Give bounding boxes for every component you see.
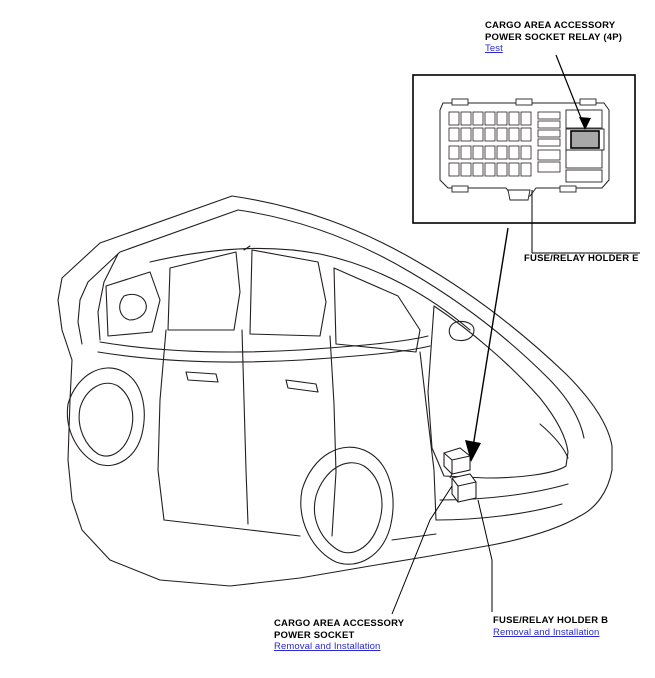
fuse-relay-holder-e-inset (413, 75, 635, 223)
callout-holder-b-line1: FUSE/RELAY HOLDER B (493, 615, 609, 626)
cargo-power-socket-component (452, 474, 476, 502)
highlighted-relay (571, 131, 599, 148)
callout-fuse-relay-holder-e (524, 253, 639, 265)
callout-holder-e-line1: FUSE/RELAY HOLDER E (524, 253, 639, 264)
relay-holder-b-component (444, 448, 470, 478)
callout-socket-line1: CARGO AREA ACCESSORY (274, 618, 405, 629)
callout-socket-line2: POWER SOCKET (274, 629, 355, 641)
callout-socket-removal-link[interactable]: Removal and Installation (274, 641, 381, 652)
callout-holder-b-removal-link[interactable]: Removal and Installation (493, 626, 600, 638)
callout-relay-line2: POWER SOCKET RELAY (4P) (485, 31, 623, 43)
callout-cargo-power-socket-relay (485, 20, 622, 55)
callout-relay-test-link[interactable]: Test (485, 43, 503, 54)
callout-relay-line1: CARGO AREA ACCESSORY (485, 20, 616, 31)
callout-cargo-power-socket (274, 618, 404, 653)
callout-fuse-relay-holder-b (493, 615, 608, 638)
